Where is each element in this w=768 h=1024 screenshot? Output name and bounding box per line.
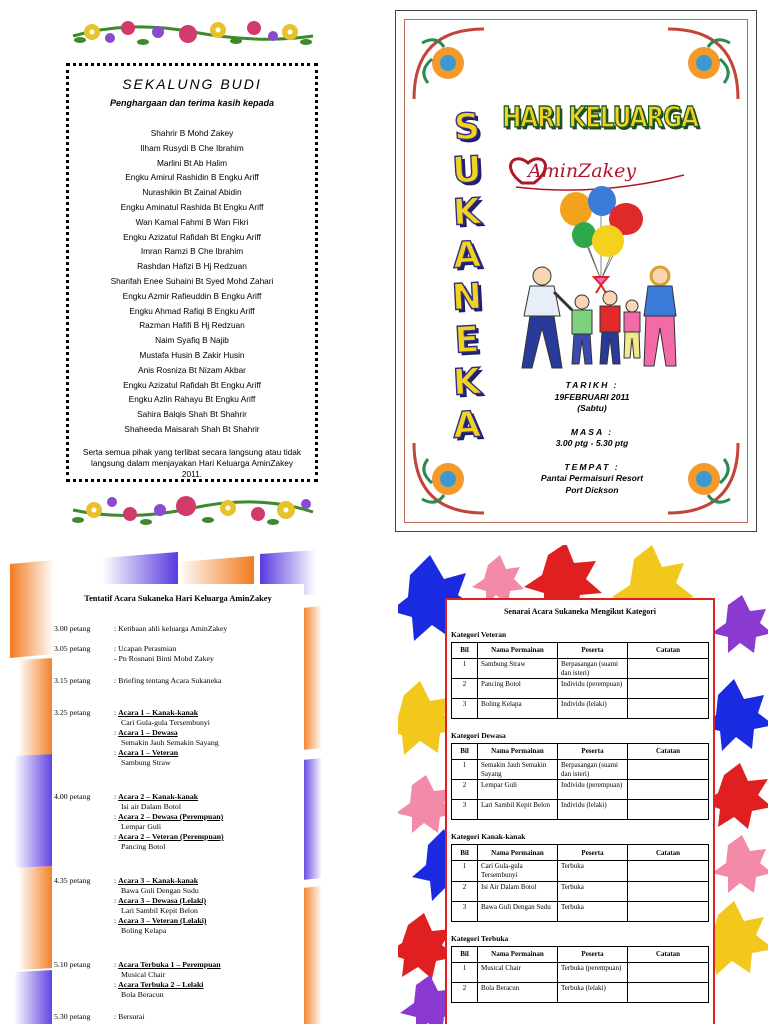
schedule-line: Boling Kelapa — [121, 926, 167, 935]
title-letter: K — [451, 361, 482, 404]
column-header: Nama Permainan — [478, 946, 558, 962]
name-item: Marlini Bt Ab Halim — [156, 157, 228, 168]
column-header: Peserta — [558, 744, 628, 760]
schedule-body — [114, 1012, 304, 1022]
sekalung-budi-box — [66, 63, 318, 482]
schedule-time: 4.35 petang — [54, 876, 91, 885]
column-header: Peserta — [558, 643, 628, 659]
column-header: Bil — [452, 744, 478, 760]
event-heading: Acara 2 – Kanak-kanak — [118, 792, 199, 801]
category-heading: Kategori Dewasa — [451, 731, 506, 741]
table-cell: Boling Kelapa — [478, 699, 558, 719]
column-header: Catatan — [628, 643, 709, 659]
table-cell: Terbuka — [558, 861, 628, 881]
schedule-line — [114, 748, 304, 758]
name-item: Naim Syafiq B Najib — [155, 335, 229, 346]
schedule-line: - Pn Rosnani Binti Mohd Zakey — [114, 654, 214, 663]
table-row — [452, 699, 709, 719]
table-row — [452, 659, 709, 679]
table-row — [452, 679, 709, 699]
table-cell: Terbuka — [558, 881, 628, 901]
category-table — [451, 844, 709, 921]
schedule-prefix: : — [114, 832, 119, 841]
flower-garland-icon — [68, 14, 318, 50]
budi-title: SEKALUNG BUDI — [122, 76, 262, 92]
senarai-title: Senarai Acara Sukaneka Mengikut Kategori — [503, 607, 656, 616]
sukaneka-vertical-title — [432, 107, 502, 447]
event-heading: Acara 2 – Veteran (Perempuan) — [118, 832, 224, 841]
title-letter: U — [451, 148, 483, 192]
schedule-time: 3.05 petang — [54, 644, 91, 653]
table-row — [452, 982, 709, 1002]
schedule-body — [114, 676, 304, 686]
schedule-line — [114, 708, 304, 718]
schedule-prefix: : — [114, 960, 119, 969]
table-cell: Individu (lelaki) — [558, 699, 628, 719]
table-cell: Terbuka (perempuan) — [558, 962, 628, 982]
event-heading: Acara 3 – Dewasa (Lelaki) — [118, 896, 207, 905]
table-cell: Berpasangan (suami dan isteri) — [558, 760, 628, 780]
column-header: Bil — [452, 643, 478, 659]
schedule-line: Semakin Jauh Semakin Sayang — [121, 738, 219, 747]
hari-keluarga-title: HARI KELUARGA — [502, 101, 698, 135]
table-cell: 3 — [452, 901, 478, 921]
name-item: Ilham Rusydi B Che Ibrahim — [140, 142, 244, 153]
table-cell: Individu (perempuan) — [558, 780, 628, 800]
table-cell — [628, 780, 709, 800]
name-item: Engku Azizatul Rafidah Bt Engku Ariff — [123, 231, 261, 242]
table-cell: 2 — [452, 982, 478, 1002]
category-tables — [451, 630, 709, 1003]
name-item: Engku Azmir Rafieuddin B Engku Ariff — [122, 290, 262, 301]
schedule-body — [114, 876, 304, 936]
table-cell — [628, 901, 709, 921]
schedule-time: 5.30 petang — [54, 1012, 91, 1021]
schedule-line: : Briefing tentang Acara Sukaneka — [114, 676, 222, 685]
table-cell: 2 — [452, 780, 478, 800]
name-item: Rashdan Hafizi B Hj Redzuan — [137, 261, 247, 272]
column-header: Catatan — [628, 946, 709, 962]
name-item: Mustafa Husin B Zakir Husin — [139, 349, 245, 360]
column-header: Catatan — [628, 845, 709, 861]
table-cell: 3 — [452, 699, 478, 719]
date-day: (Sabtu) — [577, 403, 607, 413]
schedule-line: Isi air Dalam Botol — [121, 802, 181, 811]
table-cell: 2 — [452, 881, 478, 901]
name-item: Shahrir B Mohd Zakey — [150, 128, 234, 138]
column-header: Peserta — [558, 946, 628, 962]
venue-line-1: Pantai Permaisuri Resort — [540, 473, 644, 483]
schedule-line — [114, 792, 304, 802]
title-letter: E — [453, 318, 481, 362]
title-letter: N — [450, 276, 484, 319]
event-heading: Acara Terbuka 1 – Perempuan — [118, 960, 221, 969]
schedule-prefix: : — [114, 728, 119, 737]
event-heading: Acara 1 – Veteran — [118, 748, 179, 757]
name-item: Wan Kamal Fahmi B Wan Fikri — [135, 216, 249, 227]
name-item: Anis Rosniza Bt Nizam Akbar — [138, 364, 246, 375]
table-row — [452, 861, 709, 881]
schedule-line — [114, 812, 304, 822]
schedule-time: 4.00 petang — [54, 792, 91, 801]
schedule-body — [114, 792, 304, 852]
schedule-prefix: : — [114, 748, 119, 757]
schedule-line: Pancing Botol — [121, 842, 166, 851]
table-cell: Bawa Guli Dengan Sudu — [478, 901, 558, 921]
schedule-time: 3.15 petang — [54, 676, 91, 685]
schedule-line — [114, 896, 304, 906]
name-item: Nurashikin Bt Zainal Abidin — [142, 187, 242, 198]
event-heading: Acara 3 – Veteran (Lelaki) — [118, 916, 207, 925]
table-cell: Terbuka — [558, 901, 628, 921]
column-header: Nama Permainan — [478, 643, 558, 659]
schedule-time: 5.10 petang — [54, 960, 91, 969]
ornament-corner-icon — [662, 23, 744, 105]
event-heading: Acara 1 – Dewasa — [118, 728, 178, 737]
column-header: Catatan — [628, 744, 709, 760]
schedule-line: : Bersurai — [114, 1012, 145, 1021]
column-header: Peserta — [558, 845, 628, 861]
schedule-prefix: : — [114, 980, 119, 989]
time-value: 3.00 ptg - 5.30 ptg — [555, 438, 629, 448]
name-item: Engku Aminatul Rashida Bt Engku Ariff — [120, 201, 264, 212]
category-heading: Kategori Kanak-kanak — [451, 832, 526, 842]
ornament-corner-icon — [662, 437, 744, 519]
schedule-line: Cari Gula-gula Tersembunyi — [121, 718, 210, 727]
column-header: Bil — [452, 845, 478, 861]
family-illustration-icon — [500, 262, 692, 372]
schedule-prefix: : — [114, 876, 119, 885]
name-item: Engku Ahmad Rafiqi B Engku Ariff — [129, 305, 255, 316]
title-letter: S — [452, 106, 481, 149]
schedule-body — [114, 644, 304, 664]
table-cell: Semakin Jauh Semakin Sayang — [478, 760, 558, 780]
category-table — [451, 743, 709, 820]
name-list — [75, 126, 309, 437]
event-heading: Acara Terbuka 2 – Lelaki — [118, 980, 204, 989]
table-cell: Individu (lelaki) — [558, 800, 628, 820]
schedule-prefix: : — [114, 896, 119, 905]
table-cell — [628, 800, 709, 820]
date-label: TARIKH : — [565, 380, 619, 390]
table-cell: Sambung Straw — [478, 659, 558, 679]
ornament-corner-icon — [408, 437, 490, 519]
category-heading: Kategori Terbuka — [451, 933, 509, 943]
table-cell: Berpasangan (suami dan isteri) — [558, 659, 628, 679]
schedule-line: Bawa Guli Dengan Sudu — [121, 886, 199, 895]
name-item: Sahira Balqis Shah Bt Shahrir — [137, 409, 247, 420]
column-header: Nama Permainan — [478, 744, 558, 760]
schedule-line — [114, 876, 304, 886]
flower-garland-bottom — [68, 490, 318, 530]
table-cell: 1 — [452, 861, 478, 881]
schedule-line — [114, 832, 304, 842]
table-cell: 1 — [452, 760, 478, 780]
table-cell — [628, 679, 709, 699]
table-row — [452, 800, 709, 820]
schedule-line: Musical Chair — [121, 970, 166, 979]
schedule-prefix: : — [114, 708, 119, 717]
schedule-line: Bola Beracun — [121, 990, 164, 999]
name-item: Razman Hafifi B Hj Redzuan — [139, 320, 245, 331]
table-cell: Cari Gula-gula Tersembunyi — [478, 861, 558, 881]
event-heading: Acara 3 – Kanak-kanak — [118, 876, 199, 885]
category-heading: Kategori Veteran — [451, 630, 507, 639]
schedule-line — [114, 728, 304, 738]
venue-label: TEMPAT : — [564, 461, 620, 472]
brand-name: AminZakey — [528, 160, 637, 182]
event-heading: Acara 1 – Kanak-kanak — [118, 708, 199, 717]
schedule-line — [114, 980, 304, 990]
table-cell: Isi Air Dalam Botol — [478, 881, 558, 901]
name-item: Engku Azlin Rahayu Bt Engku Ariff — [128, 394, 256, 405]
flower-garland-icon — [68, 490, 318, 530]
table-row — [452, 760, 709, 780]
date-value: 19FEBRUARI 2011 — [554, 391, 630, 402]
table-cell: Individu (perempuan) — [558, 679, 628, 699]
table-cell — [628, 881, 709, 901]
table-row — [452, 780, 709, 800]
schedule-time: 3.25 petang — [54, 708, 91, 717]
schedule-prefix: : — [114, 792, 119, 801]
schedule-body — [114, 960, 304, 1000]
table-cell — [628, 962, 709, 982]
time-label: MASA : — [570, 426, 614, 437]
budi-footer: Serta semua pihak yang terlibat secara langsung atau tidak langsung dalam menjayakan Hari Keluarga AminZakey 2011. — [82, 446, 302, 479]
table-row — [452, 962, 709, 982]
schedule-line — [114, 960, 304, 970]
table-cell: Lari Sambil Kepit Belon — [478, 800, 558, 820]
title-letter: A — [451, 403, 482, 447]
ornament-corner-icon — [408, 23, 490, 105]
table-cell: Bola Beracun — [478, 982, 558, 1002]
table-cell: 1 — [452, 962, 478, 982]
schedule-line: : Ucapan Perasmian — [114, 644, 177, 653]
column-header: Nama Permainan — [478, 845, 558, 861]
title-letter: K — [451, 191, 482, 234]
name-item: Engku Amirul Rashidin B Engku Ariff — [125, 172, 259, 183]
table-cell: Pancing Botol — [478, 679, 558, 699]
schedule-body — [114, 624, 304, 634]
table-cell — [628, 699, 709, 719]
schedule-line: Lempar Guli — [121, 822, 162, 831]
table-cell — [628, 982, 709, 1002]
tentatif-sheet — [52, 584, 304, 1024]
table-cell: Terbuka (lelaki) — [558, 982, 628, 1002]
schedule-time: 3.00 petang — [54, 624, 91, 633]
table-cell: 2 — [452, 679, 478, 699]
tentatif-title: Tentatif Acara Sukaneka Hari Keluarga AminZakey — [84, 594, 272, 603]
senarai-sheet — [445, 598, 715, 1024]
table-row — [452, 901, 709, 921]
column-header: Bil — [452, 946, 478, 962]
name-item: Sharifah Enee Suhaini Bt Syed Mohd Zahari — [110, 275, 274, 286]
table-row — [452, 881, 709, 901]
event-details — [512, 380, 672, 496]
name-item: Engku Azizatul Rafidah Bt Engku Ariff — [123, 379, 261, 390]
schedule-line: Sambung Straw — [121, 758, 171, 767]
flower-garland-top — [68, 14, 318, 50]
table-cell — [628, 760, 709, 780]
table-cell: Lempar Guli — [478, 780, 558, 800]
table-cell — [628, 659, 709, 679]
category-table — [451, 642, 709, 719]
table-cell: 3 — [452, 800, 478, 820]
table-cell — [628, 861, 709, 881]
table-cell: 1 — [452, 659, 478, 679]
table-cell: Musical Chair — [478, 962, 558, 982]
event-heading: Acara 2 – Dewasa (Perempuan) — [118, 812, 224, 821]
schedule-prefix: : — [114, 916, 119, 925]
budi-subtitle: Penghargaan dan terima kasih kepada — [109, 98, 275, 108]
schedule-line: : Ketibaan ahli keluarga AminZakey — [114, 624, 228, 633]
name-item: Imran Ramzi B Che Ibrahim — [140, 246, 244, 257]
name-item: Shaheeda Maisarah Shah Bt Shahrir — [124, 423, 260, 434]
title-letter: A — [451, 233, 482, 277]
schedule-line: Lari Sambil Kepit Belon — [121, 906, 198, 915]
category-table — [451, 946, 709, 1003]
schedule-body — [114, 708, 304, 768]
schedule-line — [114, 916, 304, 926]
schedule-prefix: : — [114, 812, 119, 821]
venue-line-2: Port Dickson — [565, 484, 619, 495]
